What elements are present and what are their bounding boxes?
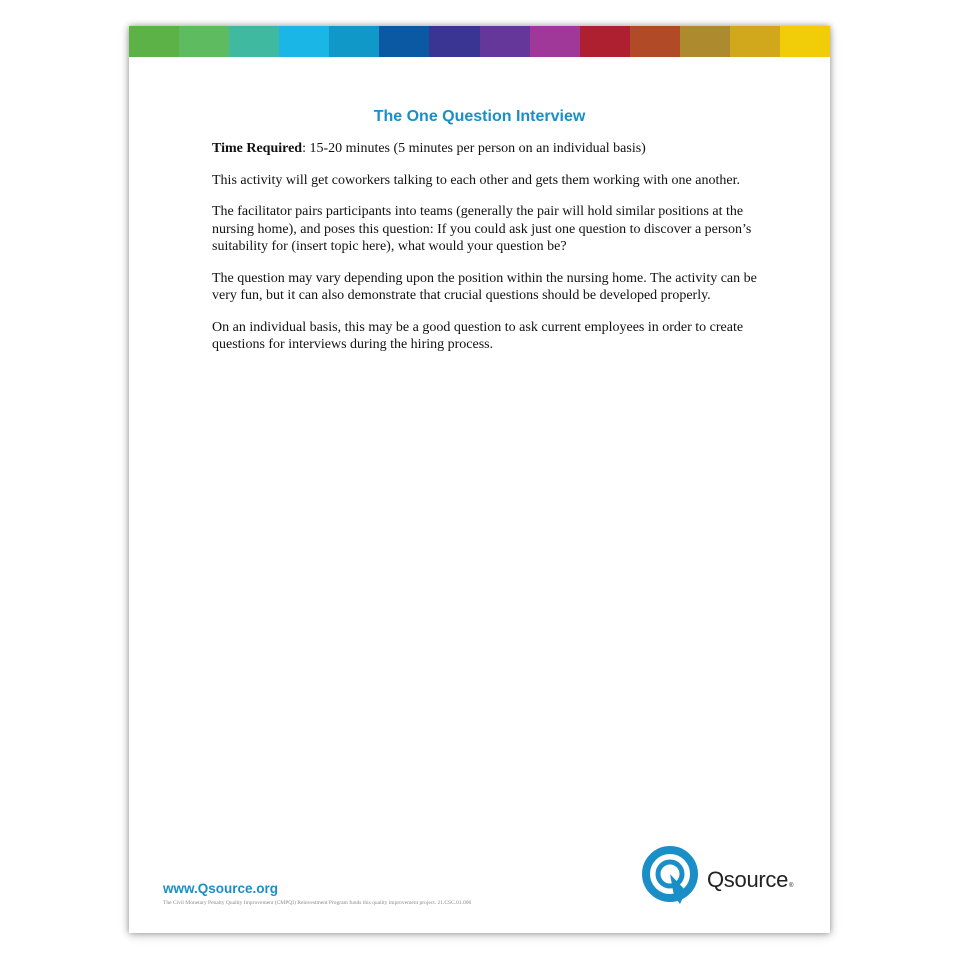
color-bar-segment	[379, 26, 429, 57]
color-bar-segment	[229, 26, 279, 57]
paragraph-individual: On an individual basis, this may be a good question to ask current employees in order to create questions for interviews during the hiring process.	[212, 319, 744, 352]
color-bar-segment	[780, 26, 830, 57]
document-title: The One Question Interview	[373, 108, 586, 125]
color-bar-segment	[680, 26, 730, 57]
color-bar-segment	[530, 26, 580, 57]
qsource-logo-icon	[640, 844, 700, 910]
color-bar-segment	[630, 26, 680, 57]
footer-website-link[interactable]: www.Qsource.org	[163, 881, 279, 896]
color-bar-segment	[279, 26, 329, 57]
color-bar-segment	[179, 26, 229, 57]
time-required-line	[212, 140, 757, 158]
qsource-logo	[640, 844, 800, 910]
header-color-bar	[129, 26, 830, 57]
paragraph-facilitator: The facilitator pairs participants into teams (generally the pair will hold similar positions at the nursing home), and poses this question: If you could ask just one question to discover a person’s suitability for (insert topic here), what would your question be?	[212, 204, 752, 254]
document-body	[212, 140, 757, 368]
color-bar-segment	[480, 26, 530, 57]
time-required-label: Time Required	[212, 141, 303, 156]
qsource-wordmark	[707, 867, 793, 893]
color-bar-segment	[129, 26, 179, 57]
color-bar-segment	[580, 26, 630, 57]
time-required-value: : 15-20 minutes (5 minutes per person on an individual basis)	[302, 141, 646, 156]
registered-mark: ®	[789, 883, 794, 889]
color-bar-segment	[730, 26, 780, 57]
color-bar-segment	[329, 26, 379, 57]
qsource-wordmark-text: Qsource	[707, 867, 789, 892]
paragraph-variation: The question may vary depending upon the position within the nursing home. The activity can be very fun, but it can also demonstrate that crucial questions should be developed properly.	[212, 270, 757, 303]
paragraph-intro: This activity will get coworkers talking to each other and gets them working with one another.	[212, 172, 740, 188]
color-bar-segment	[429, 26, 479, 57]
footer-funding-note: The Civil Monetary Penalty Quality Improvement (CMPQI) Reinvestment Program funds this quality improvement project. 21.CSC.01.006	[163, 900, 472, 906]
document-page	[129, 26, 830, 933]
